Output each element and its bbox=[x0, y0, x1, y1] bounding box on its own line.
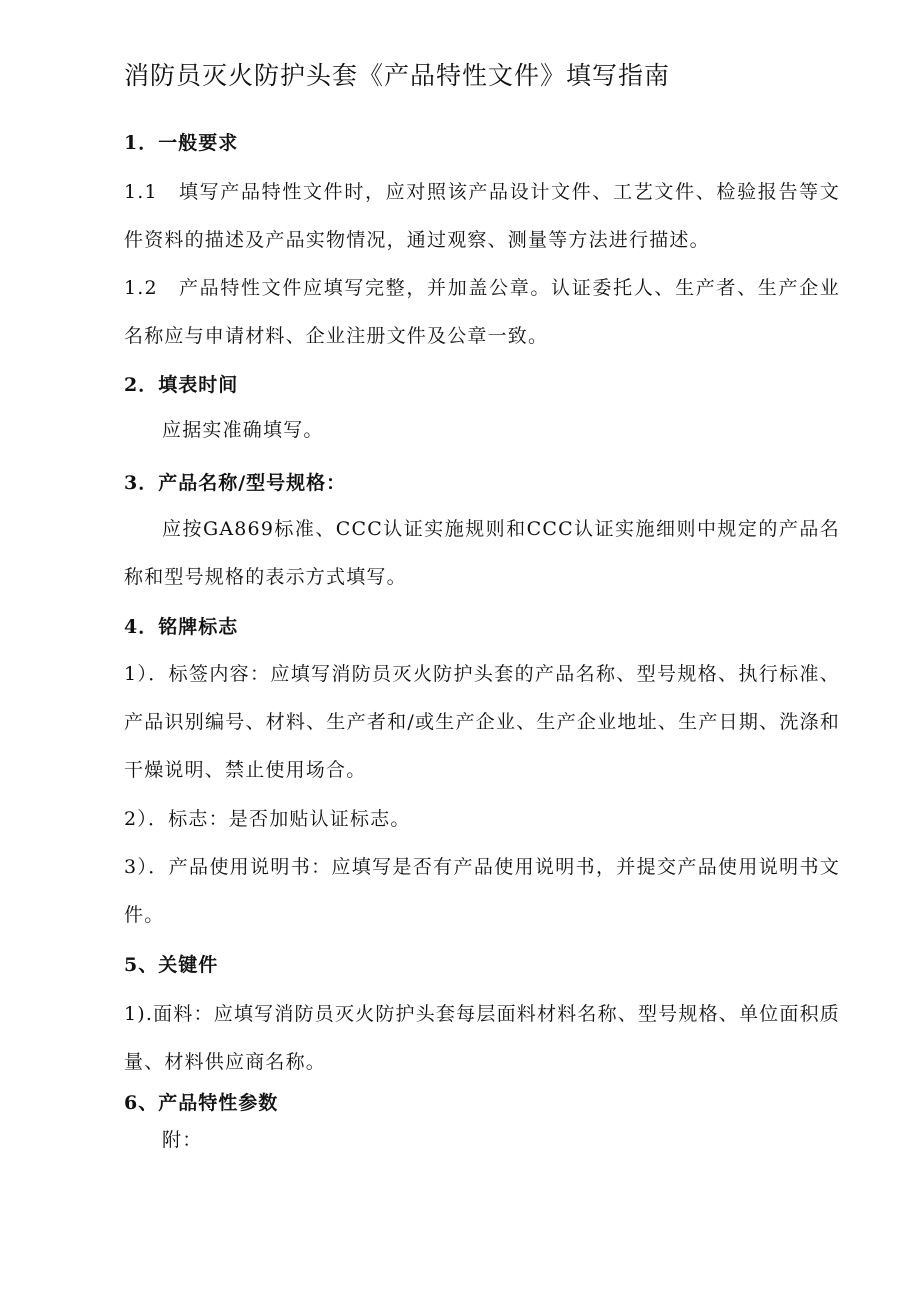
section-6-attachment-label: 附： bbox=[162, 1129, 203, 1151]
document-title: 消防员灭火防护头套《产品特性文件》填写指南 bbox=[124, 61, 671, 90]
section-5-heading: 5、关键件 bbox=[124, 954, 219, 976]
section-4-item-1: 1）．标签内容：应填写消防员灭火防护头套的产品名称、型号规格、执行标准、产品识别编号、材料、生产者和/或生产企业、生产企业地址、生产日期、洗涤和干燥说明、禁止使用场合。 bbox=[124, 663, 840, 781]
section-2-heading: 2．填表时间 bbox=[124, 374, 239, 396]
section-4-item-3: 3）．产品使用说明书：应填写是否有产品使用说明书，并提交产品使用说明书文件。 bbox=[124, 856, 840, 926]
section-2-paragraph: 应据实准确填写。 bbox=[162, 419, 324, 441]
section-5-item-1: 1).面料：应填写消防员灭火防护头套每层面料材料名称、型号规格、单位面积质量、材料供应商名称。 bbox=[124, 1003, 840, 1073]
section-1-paragraph-1: 1.1 填写产品特性文件时，应对照该产品设计文件、工艺文件、检验报告等文件资料的描述及产品实物情况，通过观察、测量等方法进行描述。 bbox=[124, 181, 840, 251]
section-4-heading: 4．铭牌标志 bbox=[124, 616, 239, 638]
section-1-paragraph-2: 1.2 产品特性文件应填写完整，并加盖公章。认证委托人、生产者、生产企业名称应与申请材料、企业注册文件及公章一致。 bbox=[124, 277, 840, 347]
section-3-heading: 3．产品名称/型号规格： bbox=[124, 472, 347, 494]
section-1-heading: 1．一般要求 bbox=[124, 132, 239, 154]
section-3-paragraph: 应按GA869标准、CCC认证实施规则和CCC认证实施细则中规定的产品名称和型号规格的表示方式填写。 bbox=[124, 518, 840, 588]
section-6-heading: 6、产品特性参数 bbox=[124, 1092, 279, 1114]
section-4-item-2: 2）．标志：是否加贴认证标志。 bbox=[124, 808, 411, 830]
